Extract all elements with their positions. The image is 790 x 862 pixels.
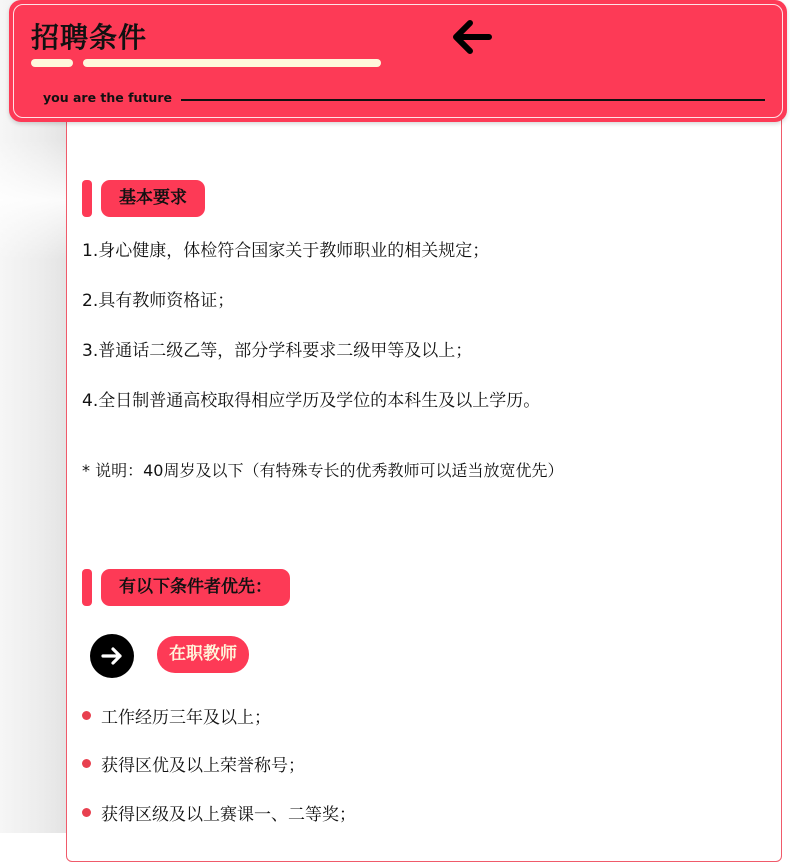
category-badge: 在职教师	[157, 636, 249, 673]
section-priority-label: 有以下条件者优先：	[101, 569, 290, 606]
list-item-text: 获得区优及以上荣誉称号；	[101, 756, 305, 776]
age-note: * 说明：40周岁及以下（有特殊专长的优秀教师可以适当放宽优先）	[82, 461, 564, 480]
bullet-dot	[82, 759, 91, 768]
requirement-item: 2.具有教师资格证；	[82, 291, 235, 311]
section-accent	[82, 180, 92, 217]
list-item-text: 获得区级及以上赛课一、二等奖；	[101, 805, 356, 825]
section-basic-label: 基本要求	[101, 180, 205, 217]
requirement-item: 1.身心健康，体检符合国家关于教师职业的相关规定；	[82, 241, 490, 261]
requirement-item: 3.普通话二级乙等，部分学科要求二级甲等及以上；	[82, 341, 473, 361]
page-header	[9, 0, 787, 122]
section-basic	[82, 180, 205, 217]
section-accent	[82, 569, 92, 606]
requirement-item: 4.全日制普通高校取得相应学历及学位的本科生及以上学历。	[82, 391, 541, 411]
arrow-left-icon[interactable]	[449, 14, 495, 60]
arrow-right-icon	[90, 634, 134, 678]
tagline: you are the future	[43, 90, 172, 105]
page-shadow	[0, 0, 70, 833]
section-priority	[82, 569, 290, 606]
list-item	[82, 703, 271, 728]
bullet-dot	[82, 711, 91, 720]
page-title: 招聘条件	[31, 21, 148, 54]
title-underline-short	[31, 59, 73, 67]
title-underline-long	[83, 59, 381, 67]
tagline-rule	[181, 99, 765, 101]
list-item	[82, 751, 305, 776]
list-item-text: 工作经历三年及以上；	[101, 708, 271, 728]
bullet-dot	[82, 808, 91, 817]
list-item	[82, 800, 356, 825]
